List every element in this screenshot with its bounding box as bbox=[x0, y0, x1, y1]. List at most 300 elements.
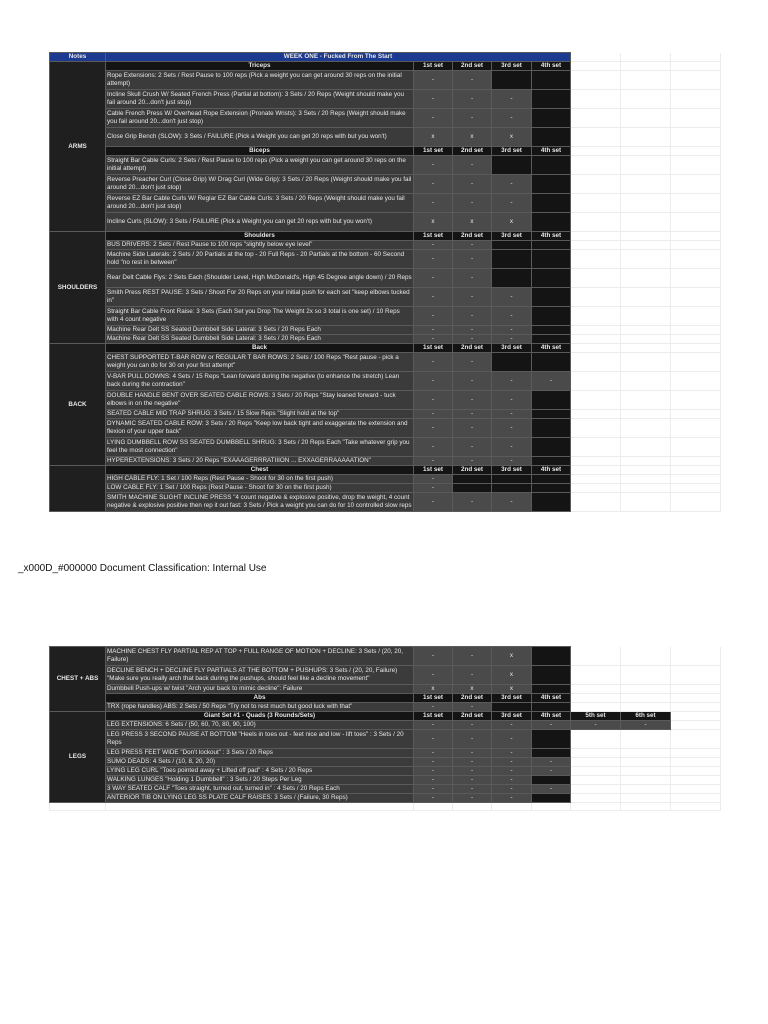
exercise-description: Machine Rear Delt SS Seated Dumbbell Side Lateral: 3 Sets / 20 Reps Each bbox=[106, 326, 414, 335]
exercise-description: CHEST SUPPORTED T-BAR ROW or REGULAR T BAR ROWS: 2 Sets / 100 Reps "Rest pause - pick a weight you can do for 30 on your first attempt" bbox=[106, 353, 414, 372]
category-legs: LEGS bbox=[50, 712, 106, 803]
empty-cell bbox=[621, 749, 671, 758]
section-header-row bbox=[50, 344, 721, 353]
set-cell-empty bbox=[532, 326, 571, 335]
set-cell-1: - bbox=[414, 666, 453, 685]
set-cell-2: x bbox=[453, 128, 492, 147]
set-cell-1: - bbox=[414, 71, 453, 90]
empty-cell bbox=[621, 466, 671, 475]
set-header-2: 2nd set bbox=[453, 147, 492, 156]
exercise-description: LOW CABLE FLY: 1 Set / 100 Reps (Rest Pause - Shoot for 30 on the first push) bbox=[106, 484, 414, 493]
set-cell-2: - bbox=[453, 156, 492, 175]
empty-cell bbox=[671, 730, 721, 749]
set-cell-2: - bbox=[453, 758, 492, 767]
set-cell-empty bbox=[532, 647, 571, 666]
empty-cell bbox=[671, 109, 721, 128]
set-cell-3: - bbox=[492, 419, 532, 438]
set-cell-3: - bbox=[492, 749, 532, 758]
set-cell-empty bbox=[492, 269, 532, 288]
empty-cell bbox=[621, 694, 671, 703]
set-header-3: 3rd set bbox=[492, 466, 532, 475]
set-cell-1: - bbox=[414, 758, 453, 767]
empty-cell bbox=[621, 241, 671, 250]
set-cell-1: - bbox=[414, 269, 453, 288]
exercise-row bbox=[50, 666, 721, 685]
set-cell-2: - bbox=[453, 326, 492, 335]
exercise-description: LEG PRESS 3 SECOND PAUSE AT BOTTOM "Heels in toes out - feet nice and low - lift toes" : 3 Sets / 20 Reps bbox=[106, 730, 414, 749]
exercise-description: HIGH CABLE FLY: 1 Set / 100 Reps (Rest Pause - Shoot for 30 on the first push) bbox=[106, 475, 414, 484]
set-cell-empty bbox=[532, 419, 571, 438]
set-cell-empty bbox=[532, 194, 571, 213]
empty-cell bbox=[671, 694, 721, 703]
set-cell-1: - bbox=[414, 288, 453, 307]
set-header-1: 1st set bbox=[414, 344, 453, 353]
section-header-row bbox=[50, 147, 721, 156]
empty-cell bbox=[571, 794, 621, 803]
empty-cell bbox=[571, 391, 621, 410]
empty-cell bbox=[621, 803, 671, 811]
exercise-row bbox=[50, 419, 721, 438]
empty-cell bbox=[571, 62, 621, 71]
empty-cell bbox=[571, 71, 621, 90]
empty-cell bbox=[671, 53, 721, 62]
empty-cell bbox=[621, 685, 671, 694]
exercise-description: 3 WAY SEATED CALF "Toes straight, turned out, turned in" : 4 Sets / 20 Reps Each bbox=[106, 785, 414, 794]
empty-cell bbox=[671, 703, 721, 712]
empty-cell bbox=[671, 391, 721, 410]
empty-cell bbox=[621, 758, 671, 767]
set-header-4: 4th set bbox=[532, 694, 571, 703]
set-header-1: 1st set bbox=[414, 147, 453, 156]
set-cell-1: - bbox=[414, 749, 453, 758]
set-cell-2: - bbox=[453, 175, 492, 194]
exercise-description: Reverse Preacher Curl (Close Grip) W/ Drag Curl (Wide Grip): 3 Sets / 20 Reps (Weight should make you fail around 20...don't just stop) bbox=[106, 175, 414, 194]
set-cell-3: - bbox=[492, 721, 532, 730]
set-cell-empty bbox=[532, 288, 571, 307]
set-cell-3: - bbox=[492, 194, 532, 213]
set-cell-1: - bbox=[414, 721, 453, 730]
set-cell-3: - bbox=[492, 457, 532, 466]
empty-cell bbox=[671, 241, 721, 250]
empty-cell bbox=[571, 128, 621, 147]
empty-cell bbox=[621, 194, 671, 213]
empty-cell bbox=[621, 128, 671, 147]
set-cell-3: - bbox=[492, 391, 532, 410]
set-cell-empty bbox=[492, 353, 532, 372]
exercise-row bbox=[50, 269, 721, 288]
set-cell-2: - bbox=[453, 666, 492, 685]
set-cell-1: - bbox=[414, 194, 453, 213]
set-cell-empty bbox=[532, 493, 571, 512]
section-header-row bbox=[50, 466, 721, 475]
exercise-description: LEG EXTENSIONS: 6 Sets / (50, 60, 70, 80, 90, 100) bbox=[106, 721, 414, 730]
empty-cell bbox=[571, 767, 621, 776]
set-cell-2: - bbox=[453, 794, 492, 803]
empty-cell bbox=[571, 109, 621, 128]
set-cell-1: - bbox=[414, 457, 453, 466]
blank-row bbox=[50, 803, 721, 811]
exercise-row bbox=[50, 758, 721, 767]
set-cell-3: x bbox=[492, 685, 532, 694]
set-header-3: 3rd set bbox=[492, 344, 532, 353]
set-cell-2: - bbox=[453, 721, 492, 730]
set-cell-4: - bbox=[532, 372, 571, 391]
empty-cell bbox=[671, 466, 721, 475]
set-header-2: 2nd set bbox=[453, 344, 492, 353]
empty-cell bbox=[571, 749, 621, 758]
set-cell-1: - bbox=[414, 410, 453, 419]
empty-cell bbox=[621, 90, 671, 109]
set-cell-1: x bbox=[414, 685, 453, 694]
set-cell-2: - bbox=[453, 703, 492, 712]
exercise-row bbox=[50, 721, 721, 730]
set-cell-2: - bbox=[453, 288, 492, 307]
set-cell-2: - bbox=[453, 250, 492, 269]
set-header-4: 4th set bbox=[532, 62, 571, 71]
set-cell-2: - bbox=[453, 353, 492, 372]
set-cell-empty bbox=[532, 391, 571, 410]
set-cell-1: - bbox=[414, 335, 453, 344]
set-cell-2: x bbox=[453, 213, 492, 232]
set-cell-empty bbox=[532, 703, 571, 712]
empty-cell bbox=[621, 213, 671, 232]
set-cell-3: x bbox=[492, 647, 532, 666]
empty-cell bbox=[621, 335, 671, 344]
set-header-2: 2nd set bbox=[453, 694, 492, 703]
sheet-title: WEEK ONE - Fucked From The Start bbox=[106, 53, 571, 62]
exercise-description: V-BAR PULL DOWNS: 4 Sets / 15 Reps "Lean forward during the negative (to enhance the stretch) Lean back during the contraction" bbox=[106, 372, 414, 391]
set-cell-3: - bbox=[492, 794, 532, 803]
exercise-row bbox=[50, 156, 721, 175]
set-cell-3: - bbox=[492, 776, 532, 785]
exercise-description: ANTERIOR TIB ON LYING LEG SS PLATE CALF RAISES: 3 Sets / (Failure, 30 Reps) bbox=[106, 794, 414, 803]
empty-cell bbox=[571, 175, 621, 194]
set-cell-empty bbox=[532, 685, 571, 694]
empty-cell bbox=[571, 758, 621, 767]
exercise-row bbox=[50, 288, 721, 307]
section-header-row bbox=[50, 62, 721, 71]
empty-cell bbox=[571, 457, 621, 466]
exercise-row bbox=[50, 647, 721, 666]
empty-cell bbox=[571, 53, 621, 62]
set-header-2: 2nd set bbox=[453, 466, 492, 475]
empty-cell bbox=[621, 794, 671, 803]
exercise-row bbox=[50, 326, 721, 335]
empty-cell bbox=[571, 353, 621, 372]
set-cell-2: - bbox=[453, 307, 492, 326]
set-header-2: 2nd set bbox=[453, 62, 492, 71]
set-cell-3: - bbox=[492, 335, 532, 344]
set-cell-empty bbox=[532, 90, 571, 109]
empty-cell bbox=[621, 288, 671, 307]
empty-cell bbox=[571, 685, 621, 694]
empty-cell bbox=[571, 288, 621, 307]
empty-cell bbox=[671, 749, 721, 758]
set-cell-empty bbox=[532, 335, 571, 344]
empty-cell bbox=[671, 156, 721, 175]
empty-cell bbox=[621, 647, 671, 666]
exercise-row bbox=[50, 438, 721, 457]
exercise-row bbox=[50, 767, 721, 776]
set-cell-1: - bbox=[414, 647, 453, 666]
set-cell-1: - bbox=[414, 175, 453, 194]
set-cell-empty bbox=[532, 353, 571, 372]
empty-cell bbox=[621, 156, 671, 175]
exercise-description: SMITH MACHINE SLIGHT INCLINE PRESS "4 count negative & explosive positive, drop the weight, 4 count negative & explosive positive then rep it out fast: 3 Sets / Pick a weight you can do for 10 controlled slow reps bbox=[106, 493, 414, 512]
exercise-row bbox=[50, 213, 721, 232]
set-cell-1: - bbox=[414, 156, 453, 175]
empty-cell bbox=[571, 647, 621, 666]
empty-cell bbox=[671, 685, 721, 694]
empty-cell bbox=[571, 438, 621, 457]
exercise-description: LEG PRESS FEET WIDE "Don't lockout" : 3 Sets / 20 Reps bbox=[106, 749, 414, 758]
exercise-row bbox=[50, 241, 721, 250]
set-cell-empty bbox=[532, 250, 571, 269]
exercise-row bbox=[50, 353, 721, 372]
set-cell-empty bbox=[532, 175, 571, 194]
set-cell-2: - bbox=[453, 372, 492, 391]
exercise-row bbox=[50, 776, 721, 785]
set-header-3: 3rd set bbox=[492, 147, 532, 156]
exercise-description: SEATED CABLE MID TRAP SHRUG: 3 Sets / 15 Slow Reps "Slight hold at the top" bbox=[106, 410, 414, 419]
set-cell-1: - bbox=[414, 250, 453, 269]
set-cell-empty bbox=[492, 71, 532, 90]
empty-cell bbox=[621, 326, 671, 335]
set-header-2: 2nd set bbox=[453, 712, 492, 721]
section-header-row bbox=[50, 694, 721, 703]
week-one-sheet-bottom bbox=[49, 646, 721, 811]
empty-cell bbox=[671, 288, 721, 307]
set-cell-3: - bbox=[492, 785, 532, 794]
section-title: Shoulders bbox=[106, 232, 414, 241]
empty-cell bbox=[621, 307, 671, 326]
set-cell-1: - bbox=[414, 484, 453, 493]
set-cell-1: x bbox=[414, 213, 453, 232]
notes-header: Notes bbox=[50, 53, 106, 62]
empty-cell bbox=[621, 62, 671, 71]
section-title: Giant Set #1 - Quads (3 Rounds/Sets) bbox=[106, 712, 414, 721]
set-cell-empty bbox=[532, 794, 571, 803]
empty-cell bbox=[571, 147, 621, 156]
set-cell-empty bbox=[532, 71, 571, 90]
set-cell-empty bbox=[532, 730, 571, 749]
exercise-description: Dumbbell Push-ups w/ twist "Arch your back to mimic decline": Failure bbox=[106, 685, 414, 694]
set-header-4: 4th set bbox=[532, 232, 571, 241]
empty-cell bbox=[671, 410, 721, 419]
set-cell-2: - bbox=[453, 109, 492, 128]
category-chest-blank bbox=[50, 466, 106, 512]
exercise-description: Cable French Press W/ Overhead Rope Extension (Pronate Wrists): 3 Sets / 20 Reps (Weight should make you fail around 20...don't just stop) bbox=[106, 109, 414, 128]
set-cell-empty bbox=[532, 410, 571, 419]
set-cell-empty bbox=[532, 109, 571, 128]
exercise-row bbox=[50, 307, 721, 326]
section-title: Chest bbox=[106, 466, 414, 475]
empty-cell bbox=[671, 326, 721, 335]
exercise-description: LYING DUMBBELL ROW SS SEATED DUMBBELL SHRUG: 3 Sets / 20 Reps Each "Take whatever grip you feel the most connection" bbox=[106, 438, 414, 457]
exercise-row bbox=[50, 703, 721, 712]
set-header-1: 1st set bbox=[414, 466, 453, 475]
set-cell-3: - bbox=[492, 288, 532, 307]
exercise-row bbox=[50, 372, 721, 391]
set-cell-1: - bbox=[414, 419, 453, 438]
set-cell-empty bbox=[532, 484, 571, 493]
empty-cell bbox=[671, 335, 721, 344]
set-header-1: 1st set bbox=[414, 712, 453, 721]
empty-cell bbox=[621, 372, 671, 391]
empty-cell bbox=[571, 326, 621, 335]
empty-cell bbox=[671, 475, 721, 484]
set-cell-2: - bbox=[453, 457, 492, 466]
empty-cell bbox=[671, 493, 721, 512]
set-cell-empty bbox=[532, 475, 571, 484]
section-header-row bbox=[50, 712, 721, 721]
empty-cell bbox=[671, 175, 721, 194]
set-cell-4: - bbox=[532, 785, 571, 794]
category-arms: ARMS bbox=[50, 62, 106, 232]
set-cell-3: - bbox=[492, 758, 532, 767]
set-cell-2: - bbox=[453, 730, 492, 749]
set-cell-empty bbox=[532, 307, 571, 326]
empty-cell bbox=[621, 269, 671, 288]
empty-cell bbox=[571, 90, 621, 109]
set-cell-empty bbox=[532, 213, 571, 232]
empty-cell bbox=[571, 156, 621, 175]
set-header-4: 4th set bbox=[532, 712, 571, 721]
exercise-row bbox=[50, 250, 721, 269]
exercise-row bbox=[50, 457, 721, 466]
exercise-row bbox=[50, 730, 721, 749]
empty-cell bbox=[621, 419, 671, 438]
document-classification: _x000D_#000000 Document Classification: Internal Use bbox=[18, 563, 267, 574]
exercise-row bbox=[50, 194, 721, 213]
empty-cell bbox=[571, 344, 621, 353]
set-cell-2: - bbox=[453, 410, 492, 419]
set-cell-1: - bbox=[414, 785, 453, 794]
set-cell-2: - bbox=[453, 419, 492, 438]
set-cell-2: - bbox=[453, 71, 492, 90]
set-cell-3: - bbox=[492, 90, 532, 109]
exercise-description: Straight Bar Cable Curls: 2 Sets / Rest Pause to 100 reps (Pick a weight you can get around 30 reps on the initial attempt) bbox=[106, 156, 414, 175]
empty-cell bbox=[571, 475, 621, 484]
set-header-5: 5th set bbox=[571, 712, 621, 721]
exercise-row bbox=[50, 785, 721, 794]
empty-cell bbox=[571, 803, 621, 811]
exercise-description: SUMO DEADS: 4 Sets / (10, 8, 20, 20) bbox=[106, 758, 414, 767]
empty-cell bbox=[671, 269, 721, 288]
empty-cell bbox=[621, 457, 671, 466]
empty-cell bbox=[571, 213, 621, 232]
exercise-description: Rope Extensions: 2 Sets / Rest Pause to 100 reps (Pick a weight you can get around 30 reps on the initial attempt) bbox=[106, 71, 414, 90]
empty-cell bbox=[453, 803, 492, 811]
empty-cell bbox=[571, 372, 621, 391]
empty-cell bbox=[671, 250, 721, 269]
exercise-description: Reverse EZ Bar Cable Curls W/ Reglar EZ Bar Cable Curls: 3 Sets / 20 Reps (Weight should make you fail around 20...don't just stop) bbox=[106, 194, 414, 213]
empty-cell bbox=[621, 767, 671, 776]
empty-cell bbox=[671, 307, 721, 326]
exercise-row bbox=[50, 685, 721, 694]
set-cell-1: - bbox=[414, 372, 453, 391]
empty-cell bbox=[621, 785, 671, 794]
set-cell-6: - bbox=[621, 721, 671, 730]
empty-cell bbox=[671, 785, 721, 794]
section-title: Biceps bbox=[106, 147, 414, 156]
empty-cell bbox=[50, 803, 106, 811]
empty-cell bbox=[571, 466, 621, 475]
empty-cell bbox=[571, 484, 621, 493]
set-cell-1: - bbox=[414, 776, 453, 785]
exercise-description: Machine Rear Delt SS Seated Dumbbell Side Lateral: 3 Sets / 20 Reps Each bbox=[106, 335, 414, 344]
empty-cell bbox=[571, 241, 621, 250]
set-cell-1: - bbox=[414, 767, 453, 776]
set-cell-2: - bbox=[453, 749, 492, 758]
empty-cell bbox=[571, 419, 621, 438]
empty-cell bbox=[571, 250, 621, 269]
set-cell-3: - bbox=[492, 326, 532, 335]
empty-cell bbox=[532, 803, 571, 811]
set-cell-3: - bbox=[492, 493, 532, 512]
exercise-row bbox=[50, 410, 721, 419]
empty-cell bbox=[671, 758, 721, 767]
set-cell-2: - bbox=[453, 767, 492, 776]
set-cell-1: - bbox=[414, 475, 453, 484]
set-cell-1: - bbox=[414, 438, 453, 457]
set-cell-1: - bbox=[414, 353, 453, 372]
set-cell-empty bbox=[492, 241, 532, 250]
empty-cell bbox=[671, 647, 721, 666]
exercise-description: MACHINE CHEST FLY PARTIAL REP AT TOP + FULL RANGE OF MOTION + DECLINE: 3 Sets / (20, 20, Failure) bbox=[106, 647, 414, 666]
empty-cell bbox=[671, 344, 721, 353]
set-cell-2: - bbox=[453, 785, 492, 794]
set-cell-5: - bbox=[571, 721, 621, 730]
set-cell-1: x bbox=[414, 128, 453, 147]
set-cell-4: - bbox=[532, 758, 571, 767]
empty-cell bbox=[621, 730, 671, 749]
empty-cell bbox=[671, 353, 721, 372]
set-cell-empty bbox=[532, 156, 571, 175]
section-header-row bbox=[50, 232, 721, 241]
set-header-4: 4th set bbox=[532, 344, 571, 353]
empty-cell bbox=[571, 666, 621, 685]
empty-cell bbox=[571, 493, 621, 512]
empty-cell bbox=[671, 794, 721, 803]
exercise-description: DYNAMIC SEATED CABLE ROW: 3 Sets / 20 Reps "Keep low back tight and exaggerate the extension and flexion of your upper back" bbox=[106, 419, 414, 438]
empty-cell bbox=[671, 803, 721, 811]
empty-cell bbox=[571, 730, 621, 749]
set-cell-empty bbox=[532, 269, 571, 288]
set-cell-empty bbox=[453, 484, 492, 493]
category-shoulders: SHOULDERS bbox=[50, 232, 106, 344]
empty-cell bbox=[621, 410, 671, 419]
empty-cell bbox=[571, 307, 621, 326]
exercise-description: WALKING LUNGES "Holding 1 Dumbbell" : 3 Sets / 20 Steps Per Leg bbox=[106, 776, 414, 785]
set-cell-2: - bbox=[453, 391, 492, 410]
section-title: Triceps bbox=[106, 62, 414, 71]
exercise-row bbox=[50, 128, 721, 147]
set-cell-3: - bbox=[492, 767, 532, 776]
set-cell-3: - bbox=[492, 438, 532, 457]
empty-cell bbox=[571, 703, 621, 712]
empty-cell bbox=[571, 694, 621, 703]
set-cell-2: - bbox=[453, 438, 492, 457]
set-cell-2: - bbox=[453, 647, 492, 666]
set-header-1: 1st set bbox=[414, 62, 453, 71]
set-cell-3: x bbox=[492, 213, 532, 232]
exercise-description: Straight Bar Cable Front Raise: 3 Sets (Each Set you Drop The Weight 2x so 3 total is one set) / 10 Reps with 4 count negative bbox=[106, 307, 414, 326]
exercise-description: Incline Skull Crush W/ Seated French Press (Partial at bottom): 3 Sets / 20 Reps (Weight should make you fail around 20...don't just stop) bbox=[106, 90, 414, 109]
exercise-row bbox=[50, 794, 721, 803]
set-cell-2: - bbox=[453, 493, 492, 512]
empty-cell bbox=[671, 767, 721, 776]
